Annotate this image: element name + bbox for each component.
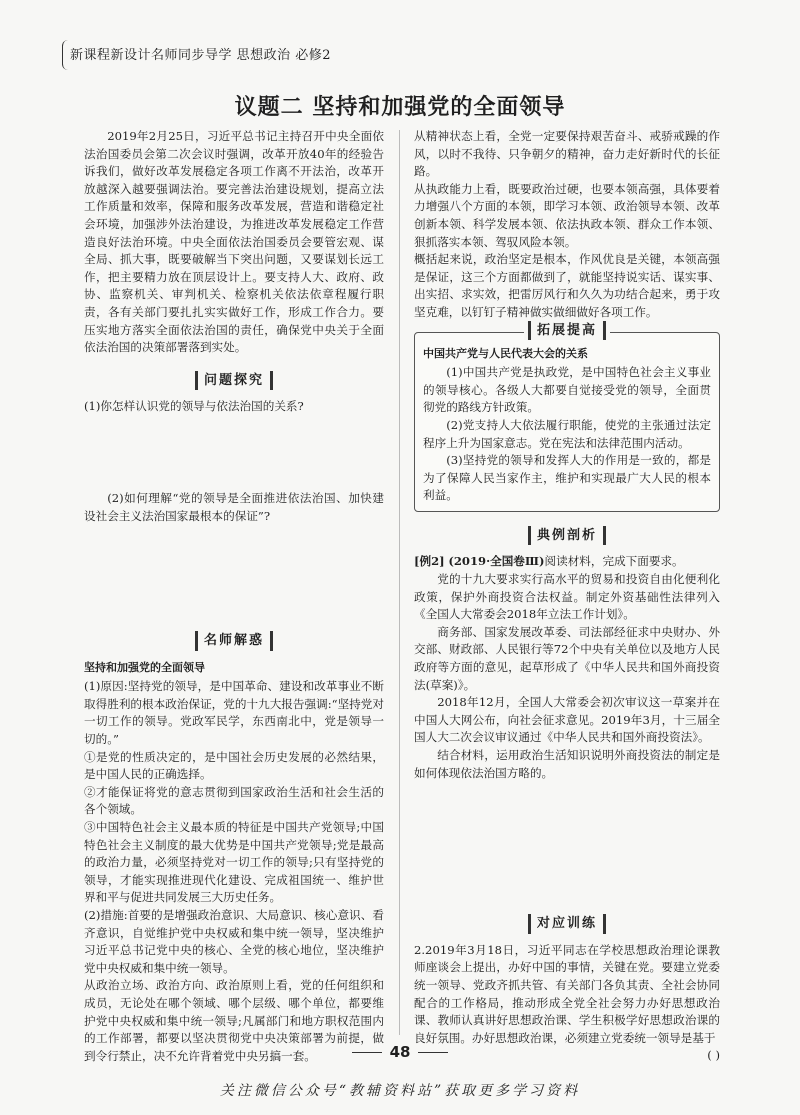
case-instruction: 阅读材料，完成下面要求。 [544, 554, 684, 569]
extension-box [414, 322, 720, 512]
answer-space-2 [84, 525, 384, 617]
case-material-3: 2018年12月，全国人大常委会初次审议这一草案并在中国人大网公布，向社会征求意见。2019年3月，十三届全国人大二次会议审议通过《中华人民共和国外商投资法》。 [414, 695, 720, 745]
page-number: 48 [0, 1043, 800, 1061]
training-section-head: 对应训练 [414, 914, 720, 934]
case-source: (2019·全国卷Ⅲ) [448, 554, 545, 569]
teacher-point-3: ②才能保证将党的意志贯彻到国家政治生活和社会生活的各个领域。 [84, 784, 384, 817]
teacher-section-head: 名师解惑 [84, 631, 384, 651]
extension-section-head: 拓展提高 [524, 321, 610, 341]
training-question-text: 2.2019年3月18日，习近平同志在学校思想政治理论课教师座谈会上提出，办好中国的事情，关键在党。要建立党委统一领导、党政齐抓共管、有关部门各负其责、全社会协同配合的工作格局，推动形成全党全社会努力办好思想政治课、教师认真讲好思想政治课、学生积极学好思想政治课的良好氛围。办好思想政治课，必须建立党委统一领导是基于 [414, 942, 720, 1045]
teacher-point-6: 从政治立场、政治方向、政治原则上看，党的任何组织和成员，无论处在哪个领域、哪个层级、哪个单位，都要维护党中央权威和集中统一领导;凡属部门和地方职权范围内的工作部署，都要以坚决贯彻党中央决策部署为前提，做到令行禁止，决不允许背着党中央另搞一套。 [84, 978, 384, 1063]
footer-note: 关注微信公众号“教辅资料站”获取更多学习资料 [219, 1083, 581, 1099]
teacher-subtitle: 坚持和加强党的全面领导 [84, 660, 205, 674]
case-material-1: 党的十九大要求实行高水平的贸易和投资自由化便利化政策，保护外商投资合法权益。制定外资基础性法律列入《全国人大常委会2018年立法工作计划》。 [414, 572, 720, 622]
case-answer-space [414, 782, 720, 900]
spirit-paragraph: 从精神状态上看，全党一定要保持艰苦奋斗、戒骄戒躁的作风，以时不我待、只争朝夕的精神，奋力走好新时代的长征路。 [414, 129, 720, 179]
case-section-head: 典例剖析 [414, 526, 720, 546]
extension-subtitle: 中国共产党与人民代表大会的关系 [423, 346, 588, 360]
column-divider [399, 130, 400, 1035]
extension-point-2: (2)党支持人大依法履行职能，使党的主张通过法定程序上升为国家意志。党在宪法和法律范围内活动。 [423, 417, 711, 450]
training-question [414, 942, 720, 1063]
page-number-dash-left [352, 1052, 382, 1053]
page-number-dash-right [418, 1052, 448, 1053]
summary-paragraph: 概括起来说，政治坚定是根本，作风优良是关键，本领高强是保证，这三个方面都做到了，就能坚持说实话、谋实事、出实招、求实效，把雷厉风行和久久为功结合起来，勇于攻坚克难，以钉钉子精神做实做细做好各项工作。 [414, 252, 720, 319]
answer-blank: ( ) [707, 1048, 720, 1063]
teacher-point-1: (1)原因:坚持党的领导，是中国革命、建设和改革事业不断取得胜利的根本政治保证，党的十九大报告强调:“坚持党对一切工作的领导。党政军民学，东西南北中，党是领导一切的。” [84, 679, 384, 747]
teacher-point-4: ③中国特色社会主义最本质的特征是中国共产党领导;中国特色社会主义制度的最大优势是中国共产党领导;党是最高的政治力量，必须坚持党对一切工作的领导;只有坚持党的领导，才能实现推进现代化建设、完成祖国统一、维护世界和平与促进共同发展三大历史任务。 [84, 820, 384, 905]
intro-paragraph: 2019年2月25日，习近平总书记主持召开中央全面依法治国委员会第二次会议时强调，改革开放40年的经验告诉我们，做好改革发展稳定各项工作离不开法治，改革开放越深入越要强调法治。要完善法治建设规划，提高立法工作质量和效率，保障和服务改革发展，营造和谐稳定社会环境，加强涉外法治建设，为推进改革发展稳定工作营造良好法治环境。中央全面依法治国委员会要管宏观、谋全局、抓大事，既要破解当下突出问题，又要谋划长远工作，把主要精力放在顶层设计上。要支持人大、政府、政协、监察机关、审判机关、检察机关依法依章程履行职责，各有关部门要扎扎实实做好工作，形成工作合力。要压实地方落实全面依法治国的责任，确保党中央关于全面依法治国的决策部署落到实处。 [84, 129, 384, 355]
explore-section-head: 问题探究 [84, 371, 384, 391]
case-label: [例2] [414, 554, 445, 569]
extension-point-3: (3)坚持党的领导和发挥人大的作用是一致的，都是为了保障人民当家作主，维护和实现最广大人民的根本利益。 [423, 453, 711, 503]
left-column [84, 128, 384, 1065]
case-question: 结合材料，运用政治生活知识说明外商投资法的制定是如何体现依法治国方略的。 [414, 748, 720, 780]
answer-space-1 [84, 416, 384, 490]
question-1: (1)你怎样认识党的领导与依法治国的关系? [84, 399, 304, 414]
teacher-point-5: (2)措施:首要的是增强政治意识、大局意识、核心意识、看齐意识，自觉维护党中央权威和集中统一领导，坚决维护习近平总书记党中央的核心、全党的核心地位，坚决维护党中央权威和集中统一领导。 [84, 908, 384, 975]
extension-point-1: (1)中国共产党是执政党，是中国特色社会主义事业的领导核心。各级人大都要自觉接受党的领导，全面贯彻党的路线方针政策。 [423, 365, 711, 415]
case-material-2: 商务部、国家发展改革委、司法部经征求中央财办、外交部、财政部、人民银行等72个中央有关单位以及地方人民政府等方面的意见，起草形成了《中华人民共和国外商投资法(草案)》。 [414, 624, 720, 692]
running-header: 新课程新设计名师同步导学 思想政治 必修2 [70, 48, 332, 63]
question-2: (2)如何理解“党的领导是全面推进依法治国、加快建设社会主义法治国家最根本的保证”? [84, 490, 384, 523]
page-title: 议题二 坚持和加强党的全面领导 [234, 95, 566, 120]
ability-paragraph: 从执政能力上看，既要政治过硬，也要本领高强，具体要着力增强八个方面的本领，即学习本领、政治领导本领、改革创新本领、科学发展本领、依法执政本领、群众工作本领、狠抓落实本领、驾驭风险本领。 [414, 181, 720, 249]
teacher-point-2: ①是党的性质决定的，是中国社会历史发展的必然结果，是中国人民的正确选择。 [84, 749, 384, 782]
case-intro-line [414, 553, 720, 571]
right-column [414, 128, 720, 1065]
